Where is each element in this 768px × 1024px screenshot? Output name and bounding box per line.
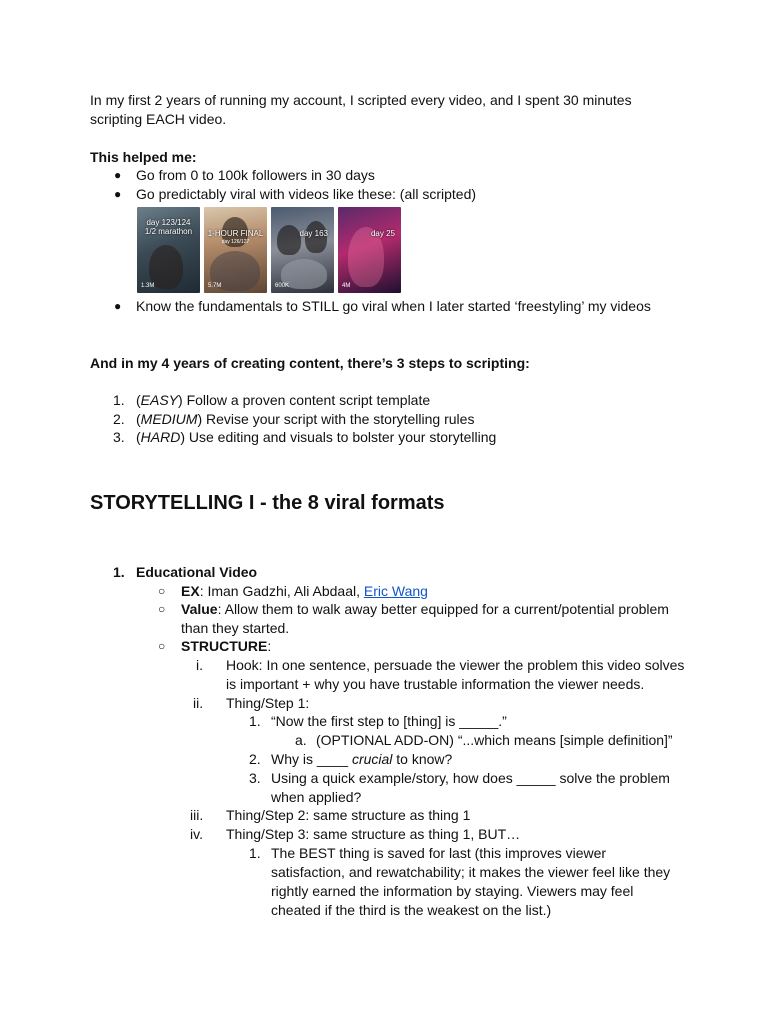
step-number: 2. bbox=[113, 411, 125, 427]
step-level: MEDIUM bbox=[140, 411, 198, 427]
step-1-item-2: Why is ____ crucial to know? bbox=[271, 751, 453, 767]
video-thumbnail bbox=[204, 207, 267, 293]
step-number: 3. bbox=[113, 429, 125, 445]
video-thumbnail bbox=[338, 207, 401, 293]
thumbnail-caption: day 163 bbox=[299, 229, 328, 238]
value-line-1: Value: Allow them to walk away better equipped for a current/potential problem bbox=[181, 601, 669, 617]
helped-bullet-1: Go from 0 to 100k followers in 30 days bbox=[136, 167, 375, 183]
value-line-2: than they started. bbox=[181, 620, 290, 636]
step-3-item-1-line-2: satisfaction, and rewatchability; it makes the viewer feel like they bbox=[271, 864, 671, 880]
step-item-2: (MEDIUM) Revise your script with the storytelling rules bbox=[136, 411, 475, 427]
step-item-3: (HARD) Use editing and visuals to bolster your storytelling bbox=[136, 429, 497, 445]
step-1-item-1: “Now the first step to [thing] is _____.” bbox=[271, 713, 507, 729]
helped-bullet-2: Go predictably viral with videos like these: (all scripted) bbox=[136, 186, 477, 202]
sub-number: 1. bbox=[249, 713, 261, 729]
steps-heading: And in my 4 years of creating content, there’s 3 steps to scripting: bbox=[90, 355, 530, 371]
sub-number: 1. bbox=[249, 845, 261, 861]
step-item-1: (EASY) Follow a proven content script template bbox=[136, 392, 431, 408]
bullet-dot: ● bbox=[114, 299, 122, 313]
step-level: EASY bbox=[140, 392, 179, 408]
hollow-bullet: ○ bbox=[158, 602, 166, 616]
step-3-label: Thing/Step 3: same structure as thing 1, BUT… bbox=[226, 826, 521, 842]
step-1-label: Thing/Step 1: bbox=[226, 695, 310, 711]
hook-line-1: Hook: In one sentence, persuade the viewer the problem this video solves bbox=[226, 657, 685, 673]
thumbnail-views: 1.3M bbox=[141, 283, 155, 289]
step-2-label: Thing/Step 2: same structure as thing 1 bbox=[226, 807, 471, 823]
bullet-dot: ● bbox=[114, 187, 122, 201]
step-level: HARD bbox=[140, 429, 181, 445]
video-thumbnails bbox=[137, 207, 401, 293]
video-thumbnail bbox=[271, 207, 334, 293]
step-3-item-1-line-4: cheated if the third is the weakest on the list.) bbox=[271, 902, 552, 918]
bullet-dot: ● bbox=[114, 168, 122, 182]
hollow-bullet: ○ bbox=[158, 584, 166, 598]
structure-label: STRUCTURE: bbox=[181, 638, 272, 654]
roman-numeral: ii. bbox=[193, 695, 204, 711]
thumbnail-views: 5.7M bbox=[208, 283, 222, 289]
step-3-item-1-line-1: The BEST thing is saved for last (this improves viewer bbox=[271, 845, 607, 861]
helped-heading: This helped me: bbox=[90, 149, 197, 165]
helped-bullet-3: Know the fundamentals to STILL go viral when I later started ‘freestyling’ my videos bbox=[136, 298, 651, 314]
eric-wang-link[interactable]: Eric Wang bbox=[363, 583, 428, 599]
thumbnail-subcaption: day 126/127 bbox=[221, 239, 250, 245]
format-number: 1. bbox=[113, 564, 125, 580]
format-title: Educational Video bbox=[136, 564, 258, 580]
step-1-item-3-line-2: when applied? bbox=[271, 789, 362, 805]
step-1-item-3-line-1: Using a quick example/story, how does _____ solve the problem bbox=[271, 770, 670, 786]
intro-line-1: In my first 2 years of running my account, I scripted every video, and I spent 30 minutes bbox=[90, 92, 632, 108]
hook-line-2: is important + why you have trustable information the viewer needs. bbox=[226, 676, 645, 692]
examples-line: EX: Iman Gadzhi, Ali Abdaal, Eric Wang bbox=[181, 583, 428, 599]
thumbnail-views: 600K bbox=[275, 283, 290, 289]
thumbnail-views: 4M bbox=[342, 283, 351, 289]
intro-line-2: scripting EACH video. bbox=[90, 111, 227, 127]
sub-letter: a. bbox=[295, 732, 307, 748]
section-title: STORYTELLING I - the 8 viral formats bbox=[90, 492, 445, 514]
sub-number: 2. bbox=[249, 751, 261, 767]
roman-numeral: iv. bbox=[190, 826, 203, 842]
video-thumbnail bbox=[137, 207, 200, 293]
step-1-item-1a: (OPTIONAL ADD-ON) “...which means [simple definition]” bbox=[316, 732, 673, 748]
step-number: 1. bbox=[113, 392, 125, 408]
sub-number: 3. bbox=[249, 770, 261, 786]
thumbnail-caption: day 25 bbox=[370, 229, 395, 238]
roman-numeral: iii. bbox=[190, 807, 204, 823]
step-3-item-1-line-3: rightly earned the information by staying. Viewers may feel bbox=[271, 883, 634, 899]
thumbnail-caption: 1-HOUR FINAL bbox=[207, 229, 264, 238]
thumbnail-caption: day 123/124 1/2 marathon bbox=[144, 218, 193, 236]
hollow-bullet: ○ bbox=[158, 639, 166, 653]
roman-numeral: i. bbox=[196, 657, 203, 673]
